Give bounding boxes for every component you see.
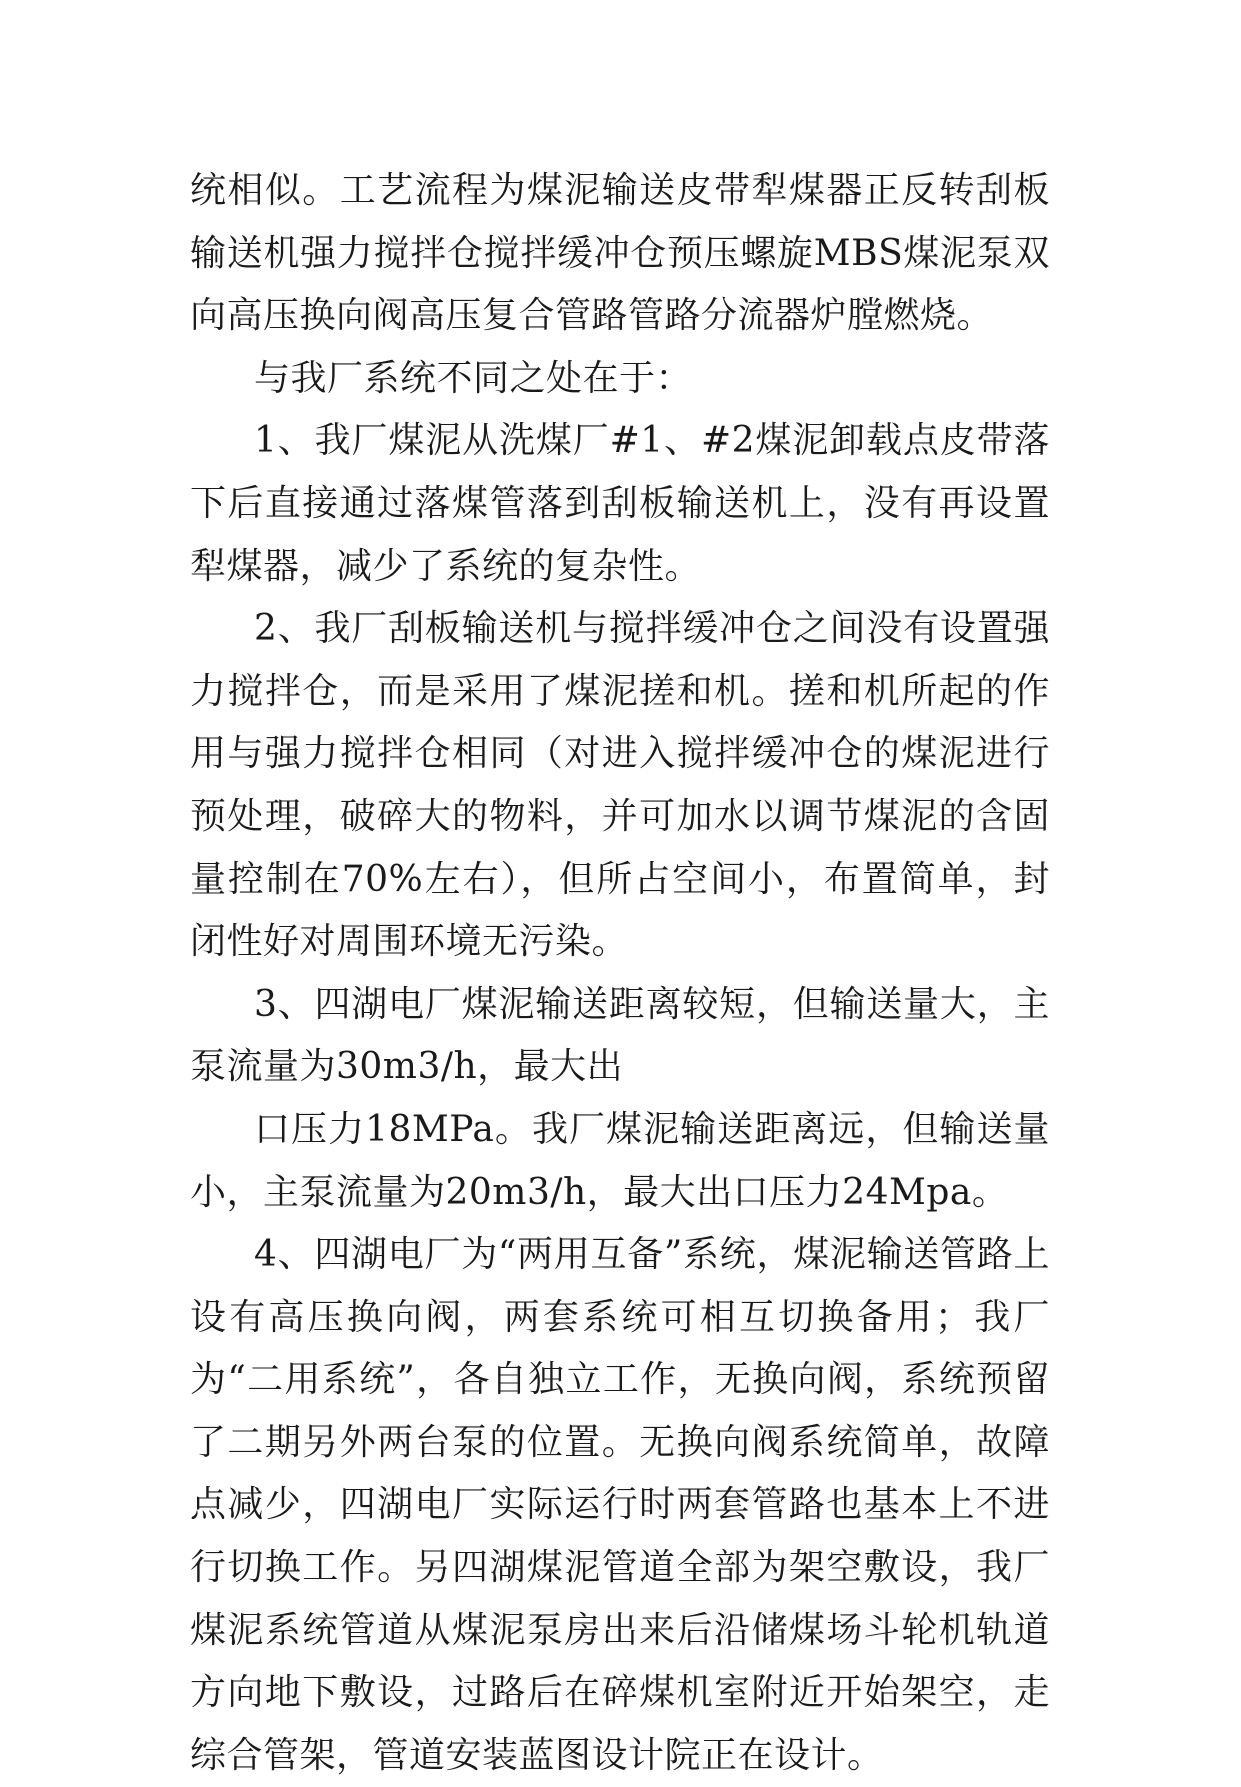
document-body [190,160,1050,1787]
paragraph-differences-intro: 与我厂系统不同之处在于： [254,357,693,399]
paragraph-item-1: 1、我厂煤泥从洗煤厂#1、#2煤泥卸载点皮带落下后直接通过落煤管落到刮板输送机上，没有再设置犁煤器，减少了系统的复杂性。 [190,420,1050,587]
paragraph-item-4: 4、四湖电厂为“两用互备”系统，煤泥输送管路上设有高压换向阀，两套系统可相互切换备用；我厂为“二用系统”，各自独立工作，无换向阀，系统预留了二期另外两台泵的位置。无换向阀系统简单，故障点减少，四湖电厂实际运行时两套管路也基本上不进行切换工作。另四湖煤泥管道全部为架空敷设，我厂煤泥系统管道从煤泥泵房出来后沿储煤场斗轮机轨道方向地下敷设，过路后在碎煤机室附近开始架空，走综合管架，管道安装蓝图设计院正在设计。 [190,1234,1050,1776]
paragraph-process-flow: 统相似。工艺流程为煤泥输送皮带犁煤器正反转刮板输送机强力搅拌仓搅拌缓冲仓预压螺旋MBS煤泥泵双向高压换向阀高压复合管路管路分流器炉膛燃烧。 [190,170,1050,337]
paragraph-item-3-continued: 口压力18MPa。我厂煤泥输送距离远，但输送量小，主泵流量为20m3/h，最大出口压力24Mpa。 [190,1108,1050,1213]
paragraph-item-3: 3、四湖电厂煤泥输送距离较短，但输送量大，主泵流量为30m3/h，最大出 [190,983,1050,1088]
paragraph-item-2: 2、我厂刮板输送机与搅拌缓冲仓之间没有设置强力搅拌仓，而是采用了煤泥搓和机。搓和机所起的作用与强力搅拌仓相同（对进入搅拌缓冲仓的煤泥进行预处理，破碎大的物料，并可加水以调节煤泥的含固量控制在70%左右），但所占空间小，布置简单，封闭性好对周围环境无污染。 [190,608,1050,963]
